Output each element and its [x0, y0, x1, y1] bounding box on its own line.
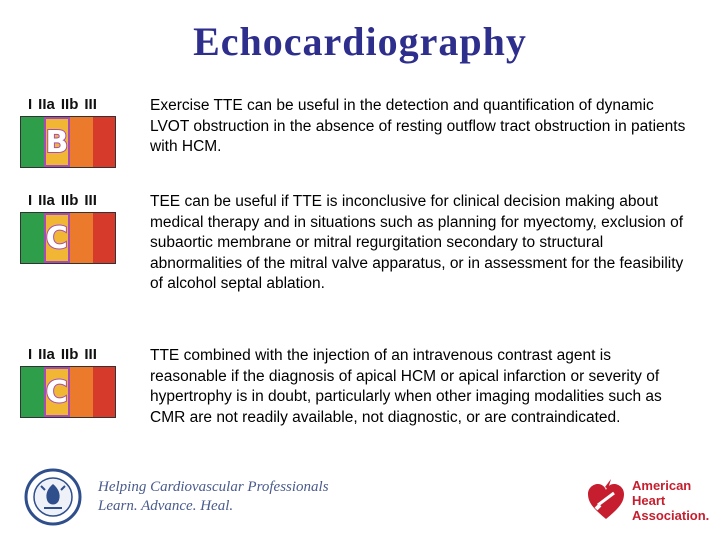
- class-i-segment: [21, 367, 44, 417]
- class-label-i: I: [28, 96, 33, 113]
- class-bar: [20, 366, 116, 418]
- class-iia-segment: [44, 213, 71, 263]
- class-labels: [28, 96, 103, 113]
- level-of-evidence-badge: B: [45, 125, 69, 160]
- class-iib-segment: [70, 367, 93, 417]
- aha-line-1: American: [632, 478, 692, 493]
- level-of-evidence-badge: C: [45, 375, 68, 410]
- class-bar: [20, 116, 116, 168]
- class-label-iii: III: [84, 346, 97, 363]
- slide-title: Echocardiography: [193, 19, 527, 64]
- acc-footer: [24, 468, 329, 526]
- class-label-i: I: [28, 346, 33, 363]
- acc-tagline-line-2: Learn. Advance. Heal.: [98, 498, 234, 514]
- class-iia-segment: [44, 367, 71, 417]
- class-label-iia: IIa: [38, 192, 55, 209]
- acc-tagline-line-1: Helping Cardiovascular Professionals: [98, 479, 329, 495]
- aha-line-2: Heart: [632, 493, 666, 508]
- aha-heart-torch-logo: [586, 479, 626, 523]
- class-bar: [20, 212, 116, 264]
- class-label-iib: IIb: [60, 96, 79, 113]
- class-iia-segment: [44, 117, 71, 167]
- class-label-iib: IIb: [60, 192, 79, 209]
- class-labels: [28, 192, 103, 209]
- aha-wordmark: [632, 478, 709, 523]
- class-iib-segment: [70, 213, 93, 263]
- class-label-iii: III: [84, 96, 97, 113]
- class-iii-segment: [93, 367, 116, 417]
- class-label-i: I: [28, 192, 33, 209]
- acc-seal-logo: [24, 468, 82, 526]
- acc-tagline: [98, 478, 329, 516]
- class-iib-segment: [70, 117, 93, 167]
- aha-line-3: Association.: [632, 508, 710, 523]
- class-label-iia: IIa: [38, 96, 55, 113]
- recommendation-text: TEE can be useful if TTE is inconclusive for clinical decision making about medical therapy and in situations such as planning for myectomy, exclusion of subaortic membrane or mitral regurgitation secondary to structural abnormalities of the mitral valve apparatus, or in assessment for the feasibility of alcohol septal ablation.: [150, 193, 684, 292]
- level-of-evidence-badge: C: [45, 221, 68, 256]
- class-i-segment: [21, 117, 44, 167]
- class-i-segment: [21, 213, 44, 263]
- aha-footer: [586, 478, 709, 523]
- class-iii-segment: [93, 117, 116, 167]
- recommendation-text: Exercise TTE can be useful in the detection and quantification of dynamic LVOT obstruction in the absence of resting outflow tract obstruction in patients with HCM.: [150, 97, 686, 155]
- recommendation-text: TTE combined with the injection of an intravenous contrast agent is reasonable if the diagnosis of apical HCM or apical infarction or severity of hypertrophy is in doubt, particularly when other imaging modalities such as CMR are not readily available, not diagnostic, or are contraindicated.: [150, 347, 662, 426]
- class-iii-segment: [93, 213, 116, 263]
- class-labels: [28, 346, 103, 363]
- class-label-iia: IIa: [38, 346, 55, 363]
- class-label-iii: III: [84, 192, 97, 209]
- class-label-iib: IIb: [60, 346, 79, 363]
